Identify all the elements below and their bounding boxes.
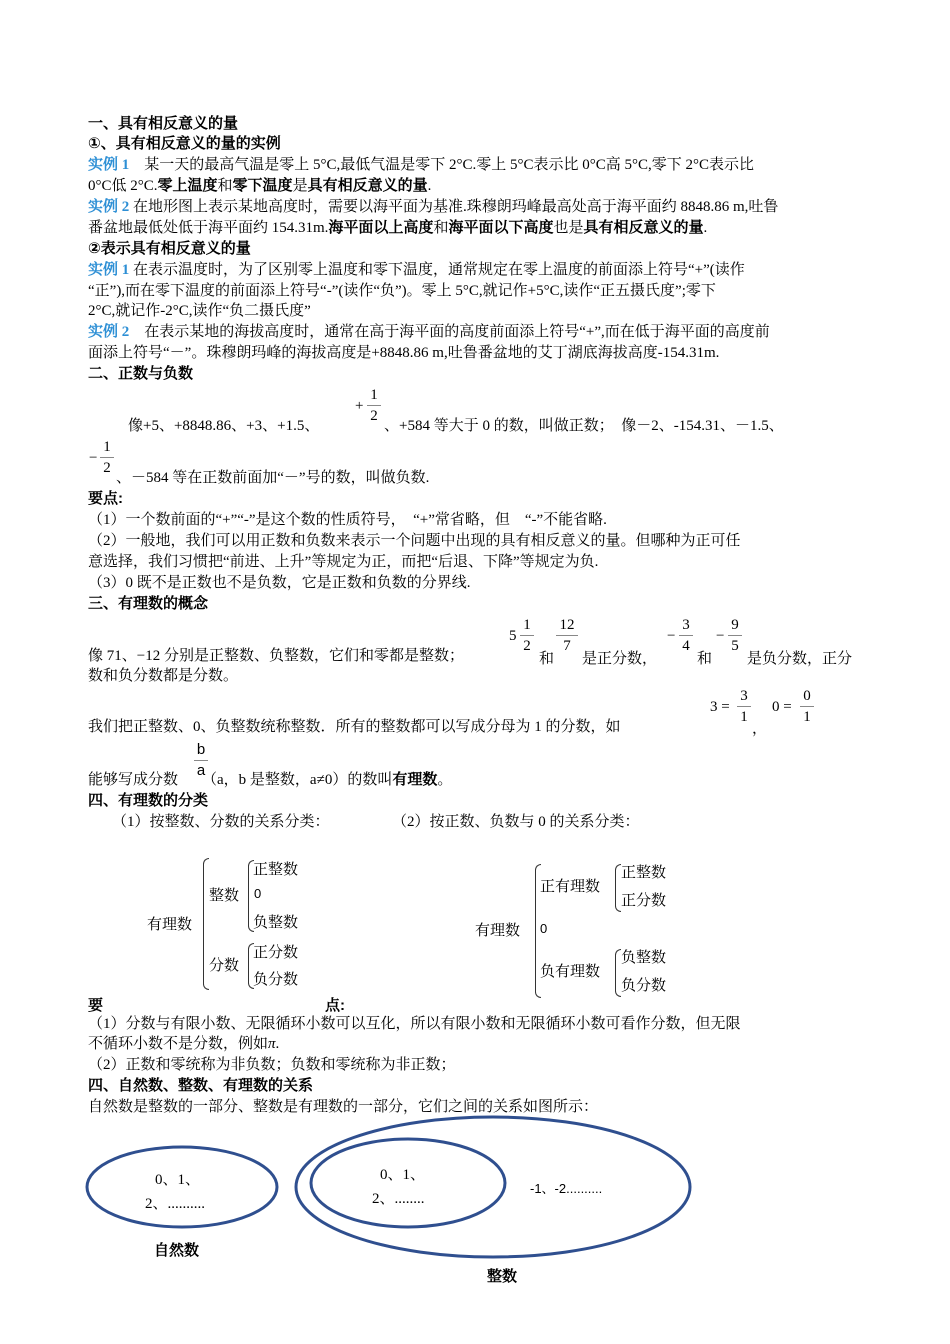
key-point-1: （1）一个数前面的“+”“-”是这个数的性质符号， “+”常省略，但 “-”不能省略. xyxy=(88,512,607,528)
key-points-title-b: 点: xyxy=(325,997,345,1014)
natural-numbers-label: 自然数 xyxy=(154,1242,200,1259)
text: 某一天的最高气温是零上 5°C,最低气温是零下 2°C.零上 5°C表示比 0°C高 5°C,零下 2°C表示比 xyxy=(129,157,755,173)
and-text: 和 xyxy=(697,651,713,667)
text: 0°C低 2°C. xyxy=(88,178,158,194)
example3-line3: 2°C,就记作-2°C,读作“负二摄氏度” xyxy=(88,303,311,319)
fraction-sign: − xyxy=(667,628,676,644)
section1-title: 一、具有相反意义的量 xyxy=(88,115,239,132)
bold-text: 海平面以上高度 xyxy=(328,219,434,236)
eq-lhs: 3 = xyxy=(710,699,730,715)
numerator: 1 xyxy=(523,617,531,633)
text: 能够写成分数 xyxy=(88,772,179,788)
numerator: 12 xyxy=(559,617,575,633)
tree2-zero: 0 xyxy=(540,921,548,936)
bold-text: 有理数 xyxy=(392,771,438,788)
text: 是负分数，正分 xyxy=(747,651,853,667)
negative-integers-text: -1、-2.......... xyxy=(530,1181,603,1196)
tree1-neg-frac: 负分数 xyxy=(253,971,299,988)
natural-set-line1: 0、1、 xyxy=(155,1172,201,1188)
fraction-sign: − xyxy=(716,628,725,644)
numerator: 3 xyxy=(682,617,690,633)
tree2-positive: 正有理数 xyxy=(540,878,601,895)
mixed-whole: 5 xyxy=(509,628,517,644)
integers-outer-ellipse xyxy=(296,1117,690,1257)
numerator: 0 xyxy=(803,688,811,704)
section2-title: 二、正数与负数 xyxy=(88,365,194,382)
integer-set-line1: 0、1、 xyxy=(380,1167,426,1183)
text: 和 xyxy=(433,220,449,236)
tree1-pos-frac: 正分数 xyxy=(253,944,299,961)
comma: ， xyxy=(752,721,768,737)
rational-line1-a: 像 71、−12 分别是正整数、负整数，它们和零都是整数； xyxy=(88,648,464,664)
denominator: 7 xyxy=(563,638,571,654)
denominator: 2 xyxy=(103,460,111,476)
positive-definition-b: 、+584 等大于 0 的数，叫做正数； 像－2、-154.31、－1.5、 xyxy=(384,418,784,434)
key-point-2a: （2）一般地，我们可以用正数和负数来表示一个问题中出现的具有相反意义的量。但哪种为正可任 xyxy=(88,533,741,549)
bold-text: 具有相反意义的量 xyxy=(583,219,704,236)
tree1-integer: 整数 xyxy=(209,887,240,904)
positive-definition-a: 像+5、+8848.86、+3、+1.5、 xyxy=(128,418,320,434)
denominator: 2 xyxy=(523,638,531,654)
text: （a，b 是整数，a≠0）的数叫 xyxy=(202,772,393,788)
section1-subtitle2: ②表示具有相反意义的量 xyxy=(88,240,251,257)
numerator: 1 xyxy=(103,439,111,455)
section4-title: 四、有理数的分类 xyxy=(88,792,209,809)
section5-paragraph: 自然数是整数的一部分、整数是有理数的一部分，它们之间的关系如图所示： xyxy=(88,1099,599,1115)
example3-line2: “正”),而在零下温度的前面添上符号“-”(读作“负”)。零上 5°C,就记作+5°C,读作“正五摄氏度”;零下 xyxy=(88,283,716,299)
pi-symbol: π xyxy=(268,1036,276,1052)
classification-1-caption: （1）按整数、分数的关系分类： xyxy=(112,814,330,830)
integer-set-line2: 2、........ xyxy=(372,1191,425,1207)
text: 在表示某地的海拔高度时，通常在高于海平面的高度前面添上符号“+”,而在低于海平面的高度前 xyxy=(129,324,770,340)
rational-line1-b: 数和负分数都是分数。 xyxy=(88,668,239,684)
text: 不循环小数不是分数，例如 xyxy=(88,1036,269,1052)
denominator: 1 xyxy=(740,709,748,725)
key-points-title-a: 要 xyxy=(88,997,104,1014)
integers-label: 整数 xyxy=(487,1268,518,1285)
section1-subtitle1: ①、具有相反意义的量的实例 xyxy=(88,135,281,152)
tree1-neg-int: 负整数 xyxy=(253,914,299,931)
numerator: 9 xyxy=(731,617,739,633)
numerator: 3 xyxy=(740,688,748,704)
integer-as-fraction: 我们把正整数、0、负整数统称整数．所有的整数都可以写成分母为 1 的分数，如 xyxy=(88,719,621,735)
eq-lhs: 0 = xyxy=(772,699,792,715)
text: 在地形图上表示某地高度时，需要以海平面为基准.珠穆朗玛峰最高处高于海平面约 8848.86 m,吐鲁 xyxy=(129,199,779,215)
tree2-root: 有理数 xyxy=(475,922,521,939)
bold-text: 海平面以下高度 xyxy=(448,219,554,236)
tree2-neg-int: 负整数 xyxy=(621,949,667,966)
section3-title: 三、有理数的概念 xyxy=(88,595,209,612)
denominator: 1 xyxy=(803,709,811,725)
example-label: 实例 1 xyxy=(88,262,130,278)
text: . xyxy=(275,1036,280,1052)
text: 也是 xyxy=(553,220,584,236)
fraction-sign: − xyxy=(89,450,98,466)
tree1-root: 有理数 xyxy=(147,916,193,933)
natural-set-line2: 2、.......... xyxy=(145,1196,206,1212)
denominator: 2 xyxy=(370,408,378,424)
text: . xyxy=(427,178,432,194)
text: . xyxy=(703,220,708,236)
text: 在表示温度时，为了区别零上温度和零下温度，通常规定在零上温度的前面添上符号“+”(读作 xyxy=(129,262,745,278)
denominator: a xyxy=(196,762,206,779)
denominator: 4 xyxy=(682,638,690,654)
fraction-sign: + xyxy=(355,398,364,414)
tree2-pos-int: 正整数 xyxy=(621,864,667,881)
tree2-pos-frac: 正分数 xyxy=(621,892,667,909)
numerator: 1 xyxy=(370,387,378,403)
example-label: 实例 1 xyxy=(88,157,130,173)
text: 是正分数， xyxy=(582,651,658,667)
text: 是 xyxy=(292,178,308,194)
text: 和 xyxy=(217,178,233,194)
denominator: 5 xyxy=(731,638,739,654)
numerator: b xyxy=(196,741,206,758)
and-text: 和 xyxy=(539,651,555,667)
example-label: 实例 2 xyxy=(88,324,130,340)
bold-text: 零下温度 xyxy=(232,177,293,194)
classification-2-caption: （2）按正数、负数与 0 的关系分类： xyxy=(392,814,640,830)
example-label: 实例 2 xyxy=(88,199,130,215)
bold-text: 具有相反意义的量 xyxy=(307,177,428,194)
text: 番盆地最低处低于海平面约 154.31m. xyxy=(88,220,329,236)
negative-definition: 、－584 等在正数前面加“－”号的数，叫做负数. xyxy=(116,470,430,486)
bold-text: 零上温度 xyxy=(157,177,218,194)
tree2-neg-frac: 负分数 xyxy=(621,977,667,994)
key-points-title: 要点: xyxy=(88,490,123,507)
key-point-3: （3）0 既不是正数也不是负数，它是正数和负数的分界线. xyxy=(88,575,471,591)
key-point-2b: 意选择，我们习惯把“前进、上升”等规定为正，而把“后退、下降”等规定为负. xyxy=(88,554,599,570)
tree1-pos-int: 正整数 xyxy=(253,861,299,878)
tree2-negative: 负有理数 xyxy=(540,963,601,980)
tree1-fraction: 分数 xyxy=(209,957,240,974)
tree1-zero: 0 xyxy=(254,886,262,901)
section5-title: 四、自然数、整数、有理数的关系 xyxy=(88,1077,314,1094)
example4-line2: 面添上符号“－”。珠穆朗玛峰的海拔高度是+8848.86 m,吐鲁番盆地的艾丁湖底海拔高度-154.31m. xyxy=(88,345,720,361)
key-point-4-1a: （1）分数与有限小数、无限循环小数可以互化，所以有限小数和无限循环小数可看作分数，但无限 xyxy=(88,1016,741,1032)
text: 。 xyxy=(437,772,453,788)
key-point-4-2: （2）正数和零统称为非负数；负数和零统称为非正数； xyxy=(88,1057,456,1073)
